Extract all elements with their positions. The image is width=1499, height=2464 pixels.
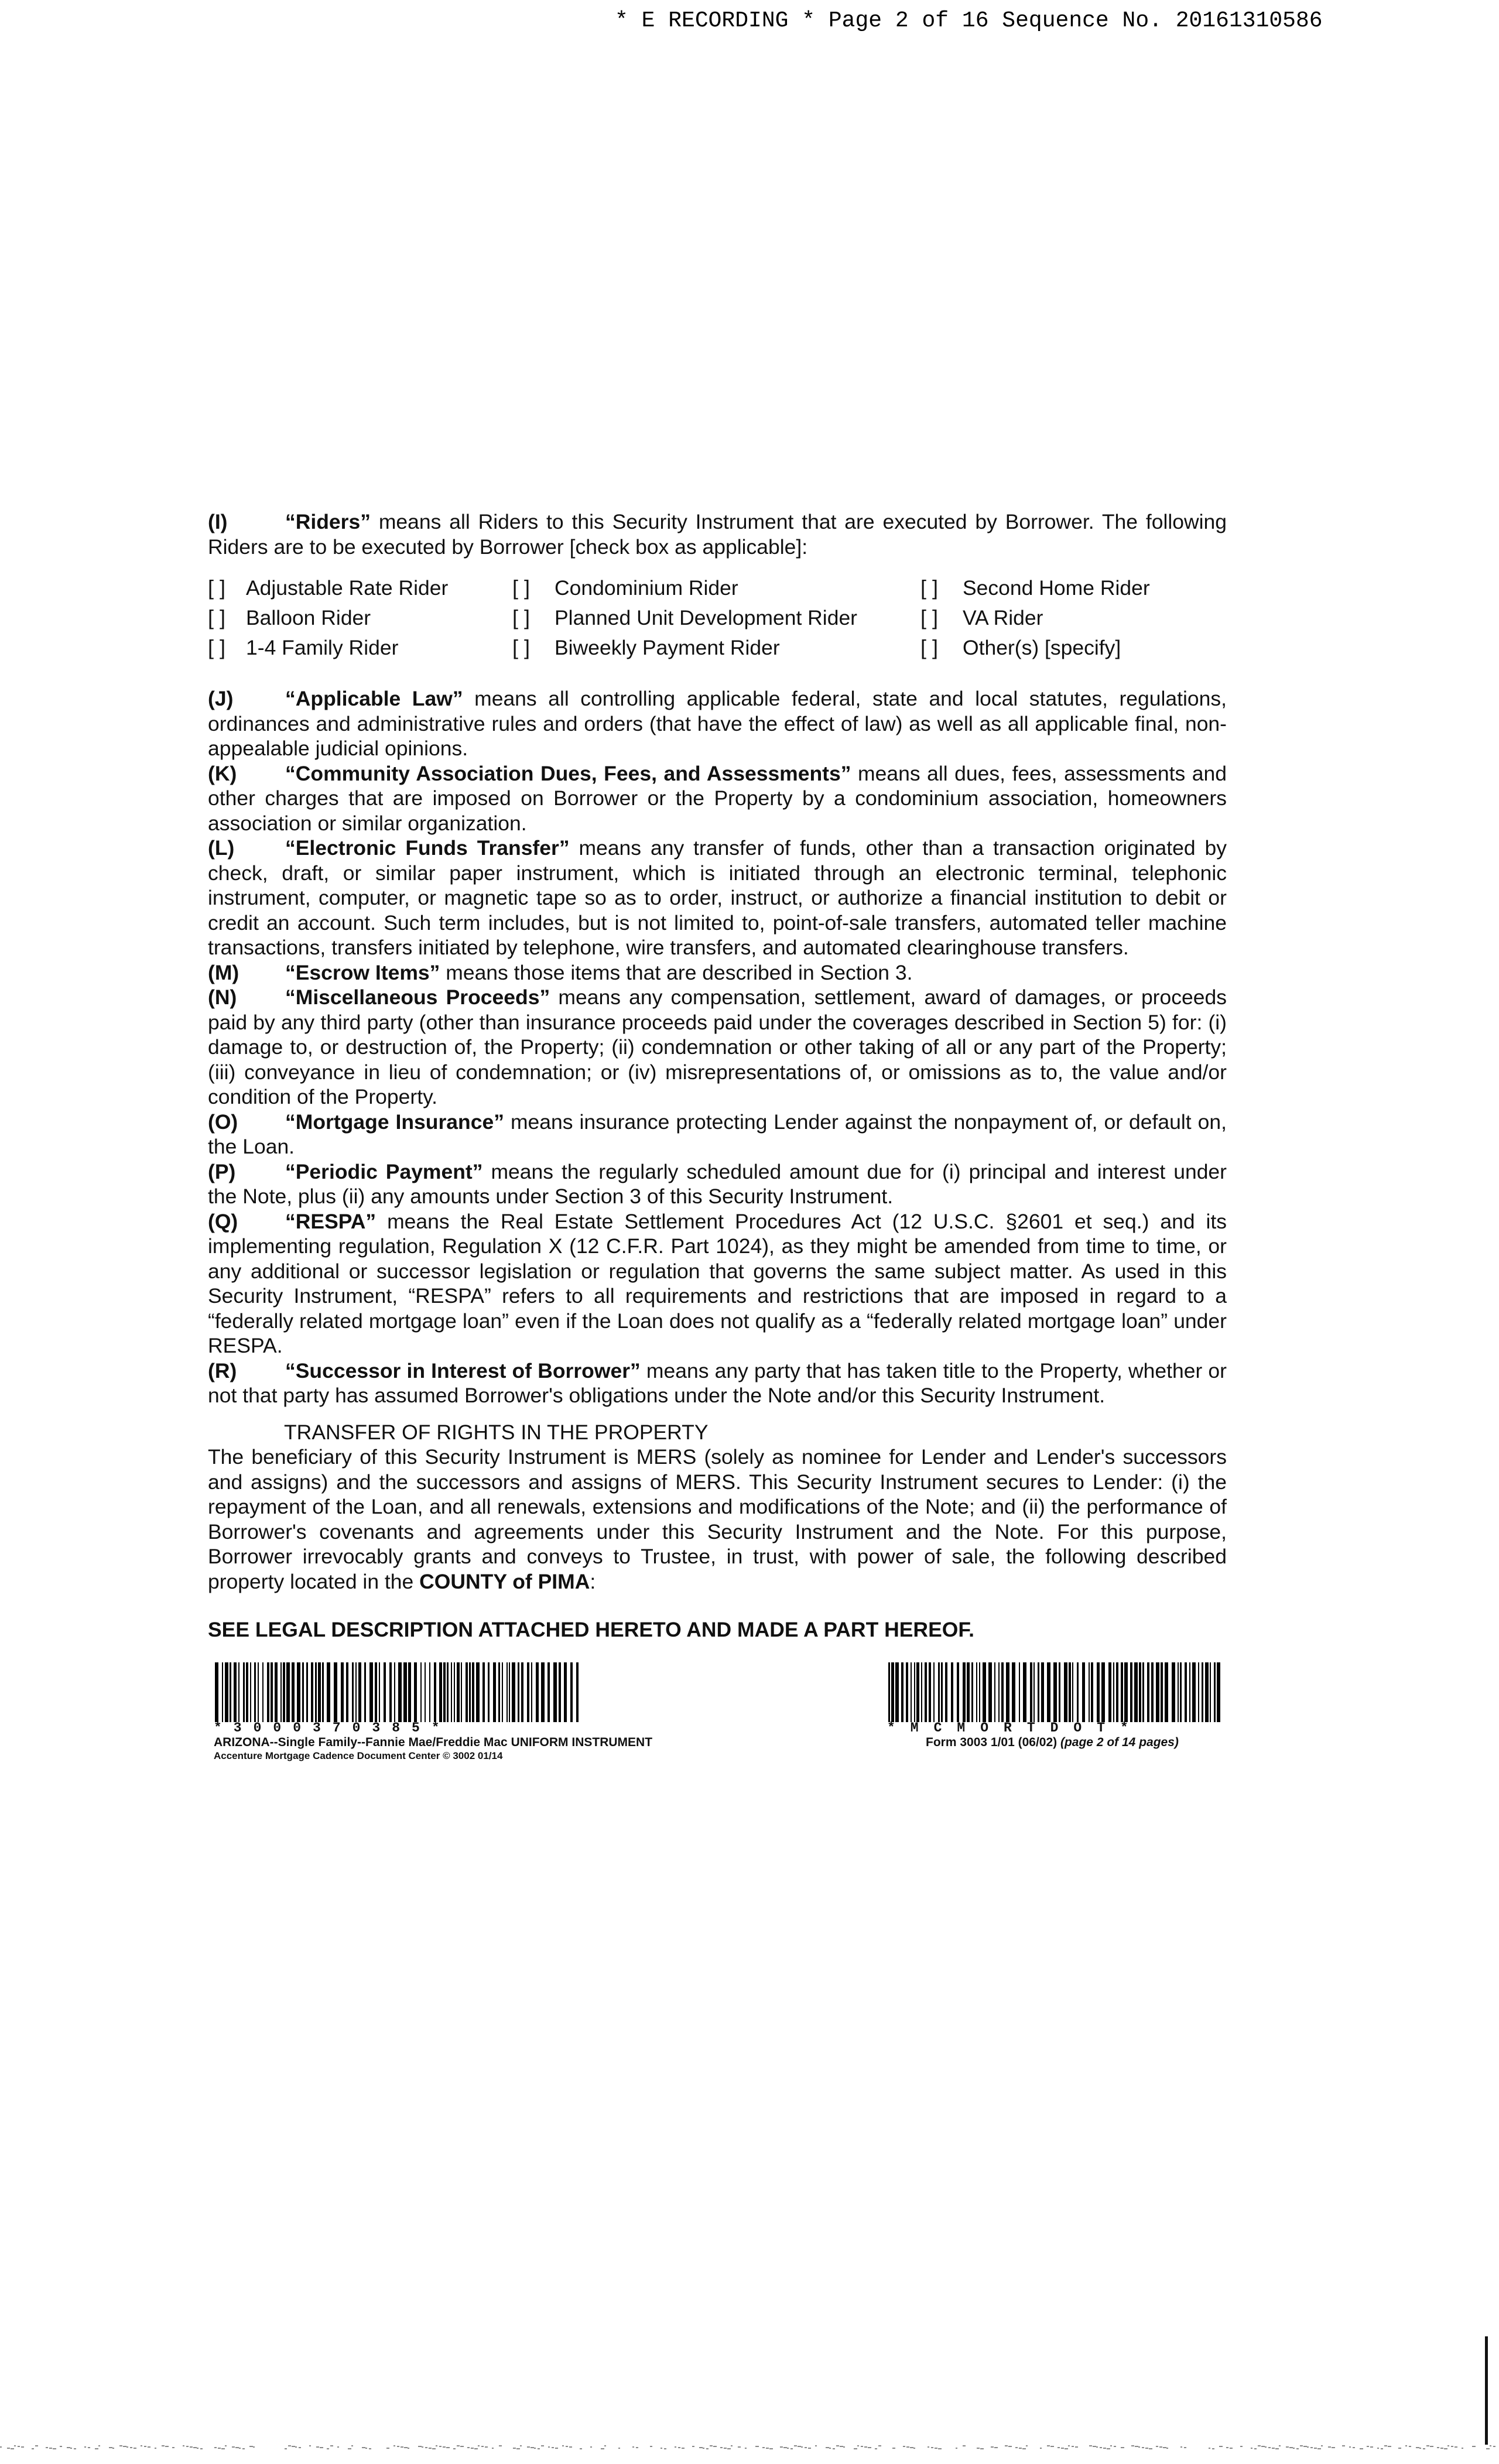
form-number xyxy=(887,1735,1221,1750)
rider-label: Condominium Rider xyxy=(555,576,738,600)
definition-text: means those items that are described in Section 3. xyxy=(440,960,913,984)
section-label: (I) xyxy=(208,510,228,533)
recording-header: * E RECORDING * Page 2 of 16 Sequence No. 20161310586 xyxy=(615,8,1323,33)
rider-label: Adjustable Rate Rider xyxy=(246,576,449,600)
legal-description-note: SEE LEGAL DESCRIPTION ATTACHED HERETO AND MADE A PART HEREOF. xyxy=(208,1618,974,1641)
defined-term: “Periodic Payment” xyxy=(285,1159,483,1183)
defined-term: “Successor in Interest of Borrower” xyxy=(285,1358,641,1382)
defined-term: “Escrow Items” xyxy=(285,960,440,984)
definition-text: means insurance protecting Lender against the nonpayment of, or default on, the Loan. xyxy=(208,1110,1227,1158)
defined-term: “Community Association Dues, Fees, and Assessments” xyxy=(285,761,851,785)
transfer-colon: : xyxy=(590,1569,596,1593)
transfer-text: The beneficiary of this Security Instrument is MERS (solely as nominee for Lender and Lender's successors and assigns) and the successors and assigns of MERS. This Security Instrument secures to Lender: (i) the repayment of the Loan, and all renewals, extensions and modifications of the Note; and (ii) the performance of Borrower's covenants and agreements under this Security Instrument and the Note. For this purpose, Borrower irrevocably grants and conveys to Trustee, in trust, with power of sale, the following described property located in the xyxy=(208,1445,1227,1593)
rider-label: Other(s) [specify] xyxy=(963,636,1121,660)
defined-term: “Electronic Funds Transfer” xyxy=(285,836,570,860)
definition-text: means any transfer of funds, other than a transaction originated by check, draft, or similar paper instrument, which is initiated through an electronic terminal, telephonic instrument, computer, or magnetic tape so as to order, instruct, or authorize a financial institution to debit or credit an account. Such term includes, but is not limited to, point-of-sale transfers, automated teller machine transactions, transfers initiated by telephone, wire transfers, and automated clearinghouse transfers. xyxy=(208,836,1227,959)
left-barcode-block xyxy=(214,1662,652,1763)
rider-checkbox[interactable]: [ ] xyxy=(208,635,226,660)
transfer-paragraph xyxy=(208,1445,1227,1594)
section-label: (Q) xyxy=(208,1209,238,1233)
form-code: Form 3003 1/01 (06/02) xyxy=(926,1735,1057,1749)
rider-checklist xyxy=(208,573,1227,663)
section-label: (L) xyxy=(208,836,235,860)
rider-checkbox[interactable]: [ ] xyxy=(208,576,226,600)
riders-definition xyxy=(208,509,1227,559)
rider-checkbox[interactable]: [ ] xyxy=(512,635,531,660)
section-label: (M) xyxy=(208,960,239,984)
section-label: (O) xyxy=(208,1110,238,1134)
definition-text: means any compensation, settlement, award of damages, or proceeds paid by any third party (other than insurance proceeds paid under the coverages described in Section 5) for: (i) damage to, or destruction of, the Property; (ii) condemnation or other taking of all or any part of the Property; (iii) conveyance in lieu of condemnation; or (iv) misrepresentations of, or omissions as to, the value and/or condition of the Property. xyxy=(208,985,1227,1108)
rider-label: 1-4 Family Rider xyxy=(246,636,399,660)
page-count: (page 2 of 14 pages) xyxy=(1060,1735,1179,1749)
section-label: (R) xyxy=(208,1358,237,1382)
right-barcode-block xyxy=(887,1662,1221,1750)
definition-text: means all dues, fees, assessments and other charges that are imposed on Borrower or the Property by a condominium association, homeowners association or similar organization. xyxy=(208,761,1227,835)
definition-m xyxy=(208,960,1227,985)
section-label: (K) xyxy=(208,761,237,785)
scan-edge-line xyxy=(1485,2336,1488,2445)
definition-l xyxy=(208,836,1227,960)
document-center: Accenture Mortgage Cadence Document Center © 3002 01/14 xyxy=(214,1750,503,1761)
rider-label: VA Rider xyxy=(963,606,1043,630)
definition-text: means the Real Estate Settlement Procedures Act (12 U.S.C. §2601 et seq.) and its implementing regulation, Regulation X (12 C.F.R. Part 1024), as they might be amended from time to time, or any additional or successor legislation or regulation that governs the same subject matter. As used in this Security Instrument, “RESPA” refers to all requirements and restrictions that are imposed in regard to a “federally related mortgage loan” even if the Loan does not qualify as a “federally related mortgage loan” under RESPA. xyxy=(208,1209,1227,1357)
definition-n xyxy=(208,985,1227,1110)
rider-label: Second Home Rider xyxy=(963,576,1150,600)
defined-term: “Miscellaneous Proceeds” xyxy=(285,985,550,1009)
document-body xyxy=(208,509,1227,1809)
scan-noise-strip xyxy=(0,2445,1499,2452)
section-label: (P) xyxy=(208,1159,236,1183)
section-label: (N) xyxy=(208,985,237,1009)
defined-term: “Applicable Law” xyxy=(285,687,463,710)
rider-checkbox[interactable]: [ ] xyxy=(920,576,939,600)
barcode-left-text: *3000370385* xyxy=(214,1720,451,1736)
definition-p xyxy=(208,1159,1227,1209)
rider-checkbox[interactable]: [ ] xyxy=(920,605,939,630)
definition-q xyxy=(208,1209,1227,1358)
definition-text: means all Riders to this Security Instrument that are executed by Borrower. The following Riders are to be executed by Borrower [check box as applicable]: xyxy=(208,510,1227,559)
barcode-right-text: *MCMORTDOT* xyxy=(887,1720,1144,1736)
barcode-right-icon xyxy=(887,1662,1221,1722)
definition-text: means all controlling applicable federal, state and local statutes, regulations, ordinances and administrative rules and orders (that have the effect of law) as well as all applicable final, non-appealable judicial opinions. xyxy=(208,687,1227,760)
rider-checkbox[interactable]: [ ] xyxy=(512,605,531,630)
rider-checkbox[interactable]: [ ] xyxy=(208,605,226,630)
definition-j xyxy=(208,686,1227,761)
definition-o xyxy=(208,1110,1227,1159)
rider-checkbox[interactable]: [ ] xyxy=(512,576,531,600)
defined-term: “RESPA” xyxy=(285,1209,377,1233)
rider-label: Planned Unit Development Rider xyxy=(555,606,858,630)
rider-label: Balloon Rider xyxy=(246,606,371,630)
transfer-heading: TRANSFER OF RIGHTS IN THE PROPERTY xyxy=(284,1420,709,1444)
definition-k xyxy=(208,761,1227,836)
footer xyxy=(208,1662,1227,1809)
definition-text: means the regularly scheduled amount due for (i) principal and interest under the Note, plus (ii) any amounts under Section 3 of this Security Instrument. xyxy=(208,1159,1227,1208)
instrument-title: ARIZONA--Single Family--Fannie Mae/Freddie Mac UNIFORM INSTRUMENT xyxy=(214,1735,653,1749)
definition-r xyxy=(208,1358,1227,1408)
rider-checkbox[interactable]: [ ] xyxy=(920,635,939,660)
section-label: (J) xyxy=(208,687,234,710)
defined-term: “Riders” xyxy=(285,510,371,533)
county-name: COUNTY of PIMA xyxy=(419,1569,590,1593)
definition-text: means any party that has taken title to the Property, whether or not that party has assumed Borrower's obligations under the Note and/or this Security Instrument. xyxy=(208,1358,1227,1407)
defined-term: “Mortgage Insurance” xyxy=(285,1110,504,1134)
barcode-left-icon xyxy=(214,1662,583,1722)
rider-label: Biweekly Payment Rider xyxy=(555,636,780,660)
